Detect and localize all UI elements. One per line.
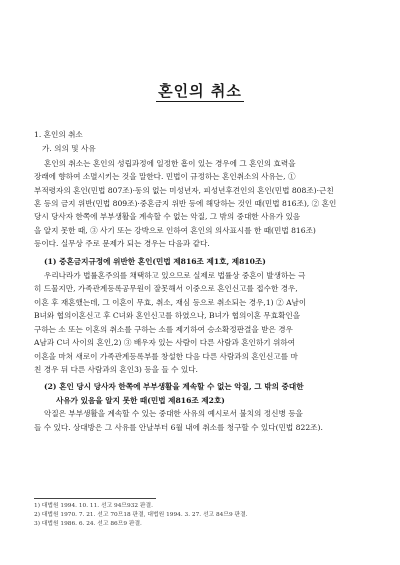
text-line: 혼 등의 금지 위반(민법 809조)·중혼금지 위반 등에 해당하는 것인 때(민법 816조), ② 혼인 [34,199,337,209]
text-line: 사유가 있음을 알지 못한 때(민법 제816조 제2호) [56,395,225,405]
text-line: A남과 C녀 사이의 혼인,2) ③ 배우자 있는 사람이 다른 사람과 혼인하기 위하여 [34,338,296,348]
text-line: 당시 당사자 한쪽에 부부생활을 계속할 수 없는 악질, 그 밖의 중대한 사유가 있음 [34,212,301,222]
text-line: 부적령자의 혼인(민법 807조)·동의 없는 미성년자, 피성년후견인의 혼인(민법 808조)·근친 [34,185,334,195]
footnote: 2) 대법원 1970. 7. 21. 선고 70므18 판결, 대법원 1994. 3. 27. 선고 84므9 판결. [34,512,248,518]
text-line: B녀와 협의이혼신고 후 C녀와 혼인신고를 하였으나, B녀가 협의이혼 무효확인을 [34,311,301,321]
paragraph-bigamy [34,269,366,376]
text-line: 을 알지 못한 때, ③ 사기 또는 강박으로 인하여 혼인의 의사표시를 한 때(민법 816조) [34,225,316,235]
paragraph-serious-cause [34,407,366,434]
text-line: 친 경우 뒤 다른 사람과의 혼인3) 등을 들 수 있다. [34,364,198,374]
text-line: 이혼을 마쳐 새로이 가족관계등록부를 창설한 다음 다른 사람과의 혼인신고를 마 [34,351,298,361]
text-line: 구하는 소 또는 이혼의 취소를 구하는 소를 제기하여 승소확정판결을 받은 경우 [34,324,293,334]
footnotes [34,502,366,529]
footnote: 1) 대법원 1994. 10. 11. 선고 94므932 판결. [34,503,153,509]
text-line: 등이다. 실무상 주로 문제가 되는 경우는 다음과 같다. [34,239,210,249]
document-title: 혼인의 취소 [158,82,242,100]
text-line: 들 수 있다. 상대방은 그 사유를 안날부터 6월 내에 취소를 청구할 수 있다(민법 822조). [34,422,323,432]
footnote: 3) 대법원 1986. 6. 24. 선고 86므9 판결. [34,521,142,527]
text-line: 혼인의 취소는 혼인의 성립과정에 일정한 흠이 있는 경우에 그 혼인의 효력을 [44,158,296,168]
text-line: 우리나라가 법률혼주의를 채택하고 있으므로 실제로 법률상 중혼이 발생하는 극 [44,271,306,281]
subsection-heading: 가. 의의 및 사유 [42,144,96,154]
text-line: 이혼 후 재혼했는데, 그 이혼이 무효, 취소, 재심 등으로 취소되는 경우,1) ② A남이 [34,297,307,307]
section-heading: 1. 혼인의 취소 [34,130,83,139]
text-line: 장래에 향하여 소멸시키는 것을 말한다. 민법이 규정하는 혼인취소의 사유는, ① [34,172,296,182]
footnote-divider [34,498,156,499]
subheading-serious-cause [44,380,366,407]
subheading-bigamy: (1) 중혼금지규정에 위반한 혼인(민법 제816조 제1호, 제810조) [44,256,266,266]
text-line: 히 드물지만, 가족관계등록공무원이 잘못해서 이중으로 혼인신고를 접수한 경우, [34,284,298,294]
document-body [34,128,366,434]
paragraph-grounds [34,157,366,251]
text-line: 악질은 부부생활을 계속할 수 있는 중대한 사유의 예시로서 불치의 정신병 등을 [44,409,303,419]
text-line: (2) 혼인 당시 당사자 한쪽에 부부생활을 계속할 수 없는 악질, 그 밖의 중대한 [44,382,304,392]
document-title-wrap [0,80,400,101]
